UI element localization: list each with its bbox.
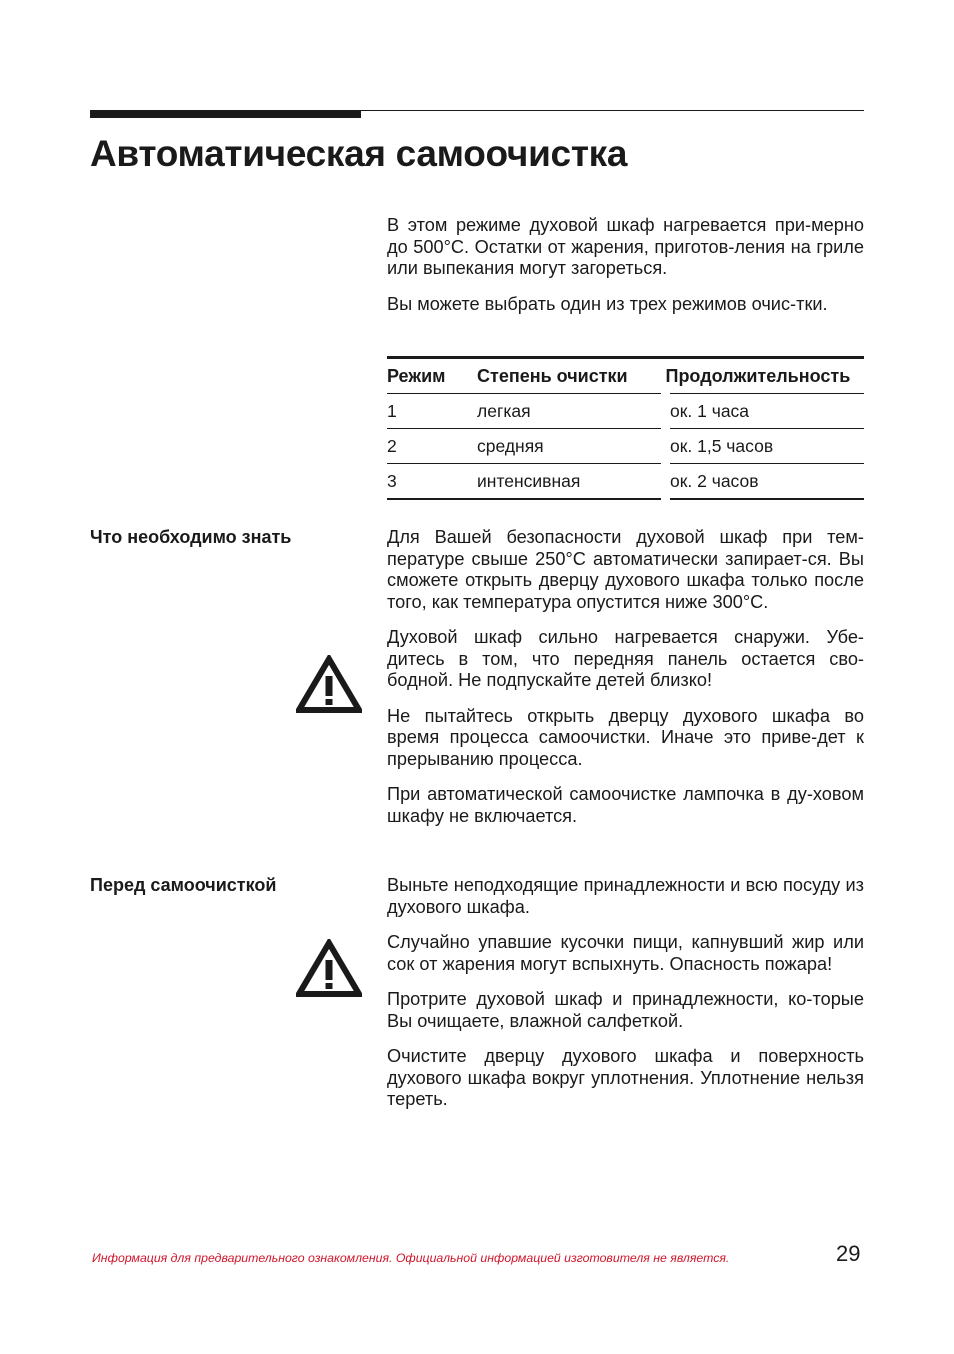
intro-paragraph: Вы можете выбрать один из трех режимов очис-тки.	[387, 293, 828, 314]
table-cell: ок. 2 часов	[666, 464, 865, 500]
intro-text	[387, 215, 864, 329]
section2-text	[387, 875, 864, 1125]
table-header-row	[387, 358, 864, 394]
table-cell: ок. 1 часа	[666, 394, 865, 429]
section1-paragraph: Для Вашей безопасности духовой шкаф при тем-пературе свыше 250°C автоматически запирает-ся. Вы сможете открыть дверцу духового шкафа только после того, как температура опустится ниже 300°C.	[387, 527, 864, 612]
column-header-duration: Продолжительность	[666, 358, 865, 394]
page-title: Автоматическая самоочистка	[90, 133, 628, 174]
table-cell: средняя	[477, 429, 666, 464]
section2-paragraph: Очистите дверцу духового шкафа и поверхность духового шкафа вокруг уплотнения. Уплотнение нельзя тереть.	[387, 1046, 864, 1109]
table-cell: 3	[387, 464, 477, 500]
table-row	[387, 464, 864, 500]
section2-warning-text: Случайно упавшие кусочки пищи, капнувший жир или сок от жарения могут вспыхнуть. Опасность пожара!	[387, 932, 864, 974]
page-number: 29	[836, 1241, 861, 1266]
section1-text	[387, 527, 864, 841]
section1-paragraph: Не пытайтесь открыть дверцу духового шкафа во время процесса самоочистки. Иначе это приве-дет к прерыванию процесса.	[387, 705, 864, 769]
cleaning-modes-table	[387, 356, 864, 500]
table-cell: интенсивная	[477, 464, 666, 500]
table-cell: ок. 1,5 часов	[666, 429, 865, 464]
column-header-level: Степень очистки	[477, 358, 666, 394]
header-rule-thin	[361, 110, 864, 111]
section-heading-before-cleaning: Перед самоочисткой	[90, 875, 277, 895]
section2-paragraph: Протрите духовой шкаф и принадлежности, ко-торые Вы очищаете, влажной салфеткой.	[387, 989, 864, 1031]
table-cell: легкая	[477, 394, 666, 429]
section1-warning-text: Духовой шкаф сильно нагревается снаружи. Убе-дитесь в том, что передняя панель остается сво-бодной. Не подпускайте детей близко!	[387, 627, 864, 690]
table-row	[387, 429, 864, 464]
warning-triangle-icon	[296, 655, 362, 713]
table-cell: 1	[387, 394, 477, 429]
section-heading-what-to-know: Что необходимо знать	[90, 527, 292, 547]
header-rule-thick	[90, 110, 361, 118]
column-header-mode: Режим	[387, 358, 477, 394]
intro-paragraph: В этом режиме духовой шкаф нагревается при-мерно до 500°C. Остатки от жарения, приготов-ления на гриле или выпекания могут загореться.	[387, 215, 864, 278]
warning-triangle-icon	[296, 939, 362, 997]
table-row	[387, 394, 864, 429]
footer-disclaimer: Информация для предварительного ознакомления. Официальной информацией изготовителя не является.	[92, 1251, 730, 1265]
section1-paragraph: При автоматической самоочистке лампочка в ду-ховом шкафу не включается.	[387, 784, 864, 826]
section2-paragraph: Выньте неподходящие принадлежности и всю посуду из духового шкафа.	[387, 875, 864, 917]
table-cell: 2	[387, 429, 477, 464]
